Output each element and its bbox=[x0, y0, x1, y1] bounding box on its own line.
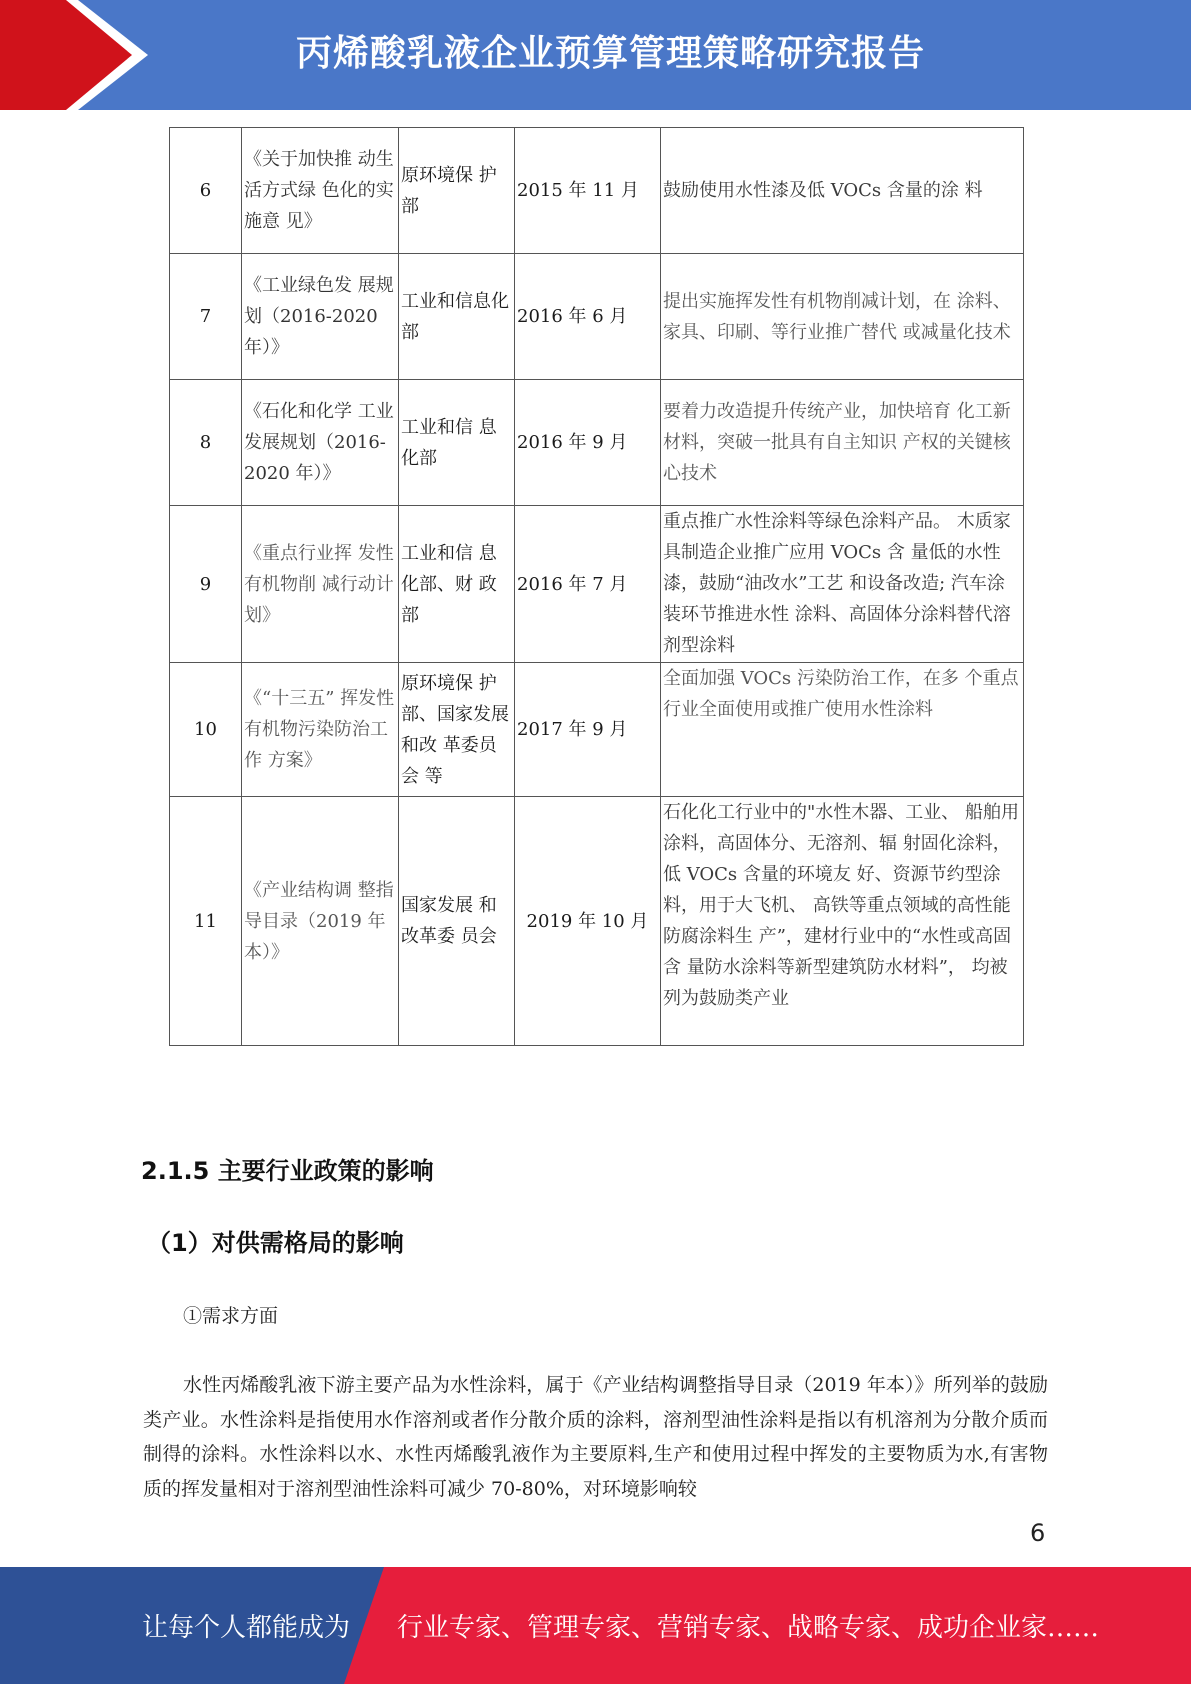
table-row bbox=[170, 506, 1024, 663]
issue-date: 2019 年 10 月 bbox=[515, 797, 661, 1046]
issue-date: 2016 年 9 月 bbox=[515, 380, 661, 506]
issue-date: 2016 年 6 月 bbox=[515, 254, 661, 380]
row-number: 9 bbox=[170, 506, 242, 663]
list-item-heading: ①需求方面 bbox=[183, 1305, 279, 1327]
footer-banner bbox=[0, 1567, 1191, 1684]
issue-date: 2015 年 11 月 bbox=[515, 128, 661, 254]
issuing-department: 工业和信 息化部、财 政部 bbox=[399, 506, 515, 663]
policy-description: 提出实施挥发性有机物削减计划，在 涂料、家具、印刷、等行业推广替代 或减量化技术 bbox=[661, 254, 1024, 380]
policy-table bbox=[169, 127, 1024, 1046]
policy-name: 《工业绿色发 展规 划（2016-2020 年）》 bbox=[242, 254, 399, 380]
footer-slogan-right: 行业专家、管理专家、营销专家、战略专家、成功企业家…… bbox=[397, 1613, 1100, 1643]
issue-date: 2016 年 7 月 bbox=[515, 506, 661, 663]
policy-name: 《“十三五” 挥发性有机物污染防治工作 方案》 bbox=[242, 663, 399, 797]
row-number: 10 bbox=[170, 663, 242, 797]
body-paragraph: 水性丙烯酸乳液下游主要产品为水性涂料，属于《产业结构调整指导目录（2019 年本）》所列举的鼓励类产业。水性涂料是指使用水作溶剂或者作分散介质的涂料，溶剂型油性涂料是指以有机溶剂为分散介质而制得的涂料。水性涂料以水、水性丙烯酸乳液作为主要原料,生产和使用过程中挥发的主要物质为水,有害物质的挥发量相对于溶剂型油性涂料可减少 70-80%，对环境影响较 bbox=[143, 1374, 1048, 1500]
issuing-department: 工业和信 息化部 bbox=[399, 380, 515, 506]
policy-name: 《石化和化学 工业发展规划（2016-2020 年）》 bbox=[242, 380, 399, 506]
document-title: 丙烯酸乳液企业预算管理策略研究报告 bbox=[296, 33, 926, 74]
table-row bbox=[170, 380, 1024, 506]
issuing-department: 原环境保 护部 bbox=[399, 128, 515, 254]
policy-description: 全面加强 VOCs 污染防治工作，在多 个重点行业全面使用或推广使用水性涂料 bbox=[661, 663, 1024, 797]
footer-slogan-left: 让每个人都能成为 bbox=[142, 1613, 351, 1643]
issuing-department: 工业和信息化部 bbox=[399, 254, 515, 380]
row-number: 11 bbox=[170, 797, 242, 1046]
table-row bbox=[170, 663, 1024, 797]
policy-description: 要着力改造提升传统产业，加快培育 化工新材料，突破一批具有自主知识 产权的关键核心技术 bbox=[661, 380, 1024, 506]
subsection-heading: （1）对供需格局的影响 bbox=[147, 1229, 404, 1257]
section-heading: 2.1.5 主要行业政策的影响 bbox=[141, 1157, 434, 1185]
policy-name: 《关于加快推 动生活方式绿 色化的实施意 见》 bbox=[242, 128, 399, 254]
table-row bbox=[170, 797, 1024, 1046]
issuing-department: 国家发展 和改革委 员会 bbox=[399, 797, 515, 1046]
table-row bbox=[170, 128, 1024, 254]
page-number: 6 bbox=[1030, 1519, 1046, 1547]
row-number: 7 bbox=[170, 254, 242, 380]
issuing-department: 原环境保 护部、国家发展和改 革委员会 等 bbox=[399, 663, 515, 797]
policy-name: 《重点行业挥 发性有机物削 减行动计划》 bbox=[242, 506, 399, 663]
row-number: 6 bbox=[170, 128, 242, 254]
policy-name: 《产业结构调 整指导目录（2019 年本）》 bbox=[242, 797, 399, 1046]
table-row bbox=[170, 254, 1024, 380]
policy-description: 石化化工行业中的"水性木器、工业、 船舶用涂料，高固体分、无溶剂、辐 射固化涂料，低 VOCs 含量的环境友 好、资源节约型涂料，用于大飞机、 高铁等重点领域的高性能防腐涂料生 产”，建材行业中的“水性或高固含 量防水涂料等新型建筑防水材料”， 均被列为鼓励类产业 bbox=[661, 797, 1024, 1046]
issue-date: 2017 年 9 月 bbox=[515, 663, 661, 797]
row-number: 8 bbox=[170, 380, 242, 506]
policy-description: 鼓励使用水性漆及低 VOCs 含量的涂 料 bbox=[661, 128, 1024, 254]
header-banner bbox=[0, 0, 1191, 110]
policy-description: 重点推广水性涂料等绿色涂料产品。 木质家具制造企业推广应用 VOCs 含 量低的水性漆，鼓励“油改水”工艺 和设备改造; 汽车涂装环节推进水性 涂料、高固体分涂料替代溶剂型涂料 bbox=[661, 506, 1024, 663]
